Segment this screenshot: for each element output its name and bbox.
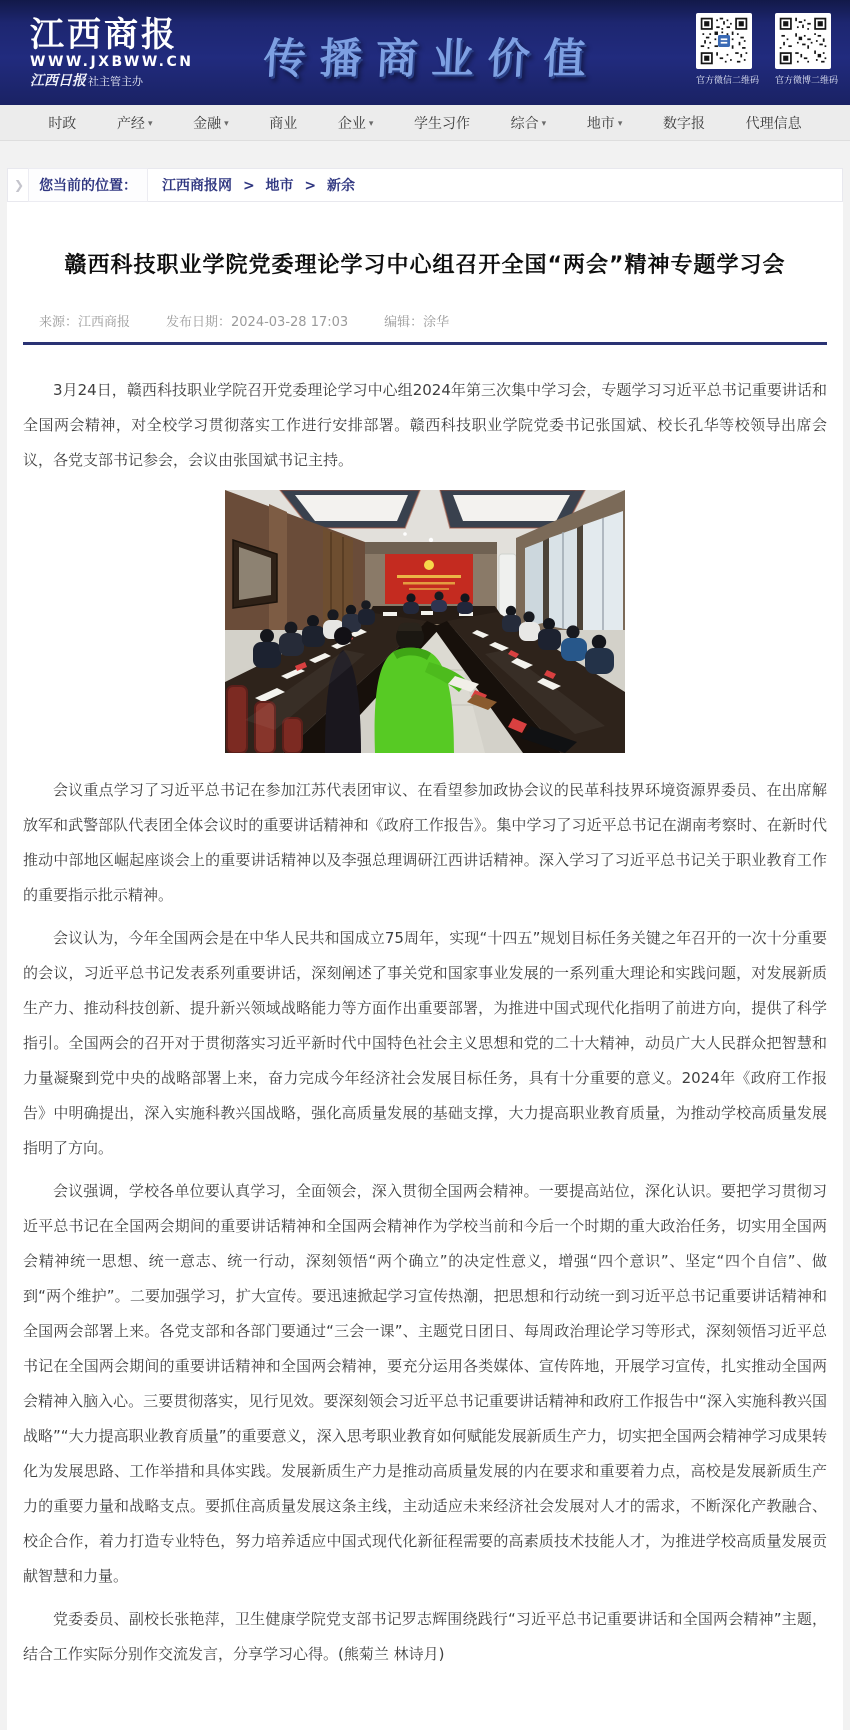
logo-title: 江西商报 [30,15,178,55]
banner-slogan: 传播商业价值 [262,34,601,83]
nav-item-dailixinxi[interactable]: 代理信息 [745,115,802,132]
logo-url: WWW.JXBWW.CN [30,54,194,71]
main-content [7,168,843,1730]
breadcrumb [7,168,843,202]
logo-subtitle-script: 江西日报 [30,72,86,89]
meta-source: 来源：江西商报 [39,315,131,330]
logo-subtitle-rest: 社主管主办 [88,74,143,88]
breadcrumb-marker-icon: ❯ [14,178,25,192]
paragraph: 会议认为，今年全国两会是在中华人民共和国成立75周年，实现“十四五”规划目标任务关键之年召开的一次十分重要的会议，习近平总书记发表系列重要讲话，深刻阐述了事关党和国家事业发展的一系列重大理论和实践问题，对发展新质生产力、推动科技创新、提升新兴领域战略能力等方面作出重要部署，为推进中国式现代化指明了前进方向，提供了科学指引。全国两会的召开对于贯彻落实习近平新时代中国特色社会主义思想和党的二十大精神，动员广大人民群众把智慧和力量凝聚到党中央的战略部署上来，奋力完成今年经济社会发展目标任务，具有十分重要的意义。2024年《政府工作报告》中明确提出，深入实施科教兴国战略，强化高质量发展的基础支撑，大力提高职业教育质量，为推动学校高质量发展指明了方向。 [23,929,827,1157]
chevron-down-icon [618,119,623,129]
logo-subtitle [30,74,193,89]
breadcrumb-separator: > [304,178,317,194]
article-body [23,373,827,1672]
title-divider [23,342,827,345]
breadcrumb-links [162,175,355,195]
breadcrumb-separator: > [242,178,255,194]
nav-item-zonghe[interactable]: 综合 ▾ [511,113,547,133]
paragraph: 会议强调，学校各单位要认真学习，全面领会，深入贯彻全国两会精神。一要提高站位，深化认识。要把学习贯彻习近平总书记在全国两会期间的重要讲话精神和全国两会精神作为学校当前和今后一个时期的重大政治任务，切实用全国两会精神统一思想、统一意志、统一行动，深刻领悟“两个确立”的决定性意义，增强“四个意识”、坚定“四个自信”、做到“两个维护”。二要加强学习，扩大宣传。要迅速掀起学习宣传热潮，把思想和行动统一到习近平总书记重要讲话精神和全国两会部署上来。各党支部和各部门要通过“三会一课”、主题党日团日、每周政治理论学习等形式，深刻领悟习近平总书记在全国两会期间的重要讲话精神和全国两会精神，要充分运用各类媒体、宣传阵地，开展学习宣传，扎实推动全国两会精神入脑入心。三要贯彻落实，见行见效。要深刻领会习近平总书记重要讲话精神和政府工作报告中“深入实施科教兴国战略”“大力提高职业教育质量”的重要意义，深入思考职业教育如何赋能发展新质生产力，切实把全国两会精神学习成果转化为发展思路、工作举措和具体实践。发展新质生产力是推动高质量发展的内在要求和重要着力点，高校是发展新质生产力的重要力量和战略支点。要抓住高质量发展这条主线，主动适应未来经济社会发展对人才的需求，不断深化产教融合、校企合作，着力打造专业特色，努力培养适应中国式现代化新征程需要的高素质技术技能人才，为推进学校高质量发展贡献智慧和力量。 [23,1182,827,1585]
weibo-qr-icon [775,13,831,69]
meeting-room-photo-illustration [225,490,625,753]
weibo-qr-label: 官方微博二维码 [774,76,838,86]
chevron-down-icon [542,119,547,129]
chevron-down-icon [369,119,374,129]
nav-item-qiye[interactable]: 企业 ▾ [338,113,374,133]
breadcrumb-link-city[interactable]: 新余 [327,178,356,194]
wechat-qr-icon [696,13,752,69]
article-photo [23,490,827,757]
meta-editor: 编辑：涂华 [384,315,450,330]
nav-item-dishi[interactable]: 地市 ▾ [587,113,623,133]
breadcrumb-label: 您当前的位置： [28,168,148,202]
site-header [0,0,850,105]
article [7,248,843,1672]
wechat-qr-label: 官方微信二维码 [695,76,759,86]
paragraph: 党委委员、副校长张艳萍，卫生健康学院党支部书记罗志辉围绕践行“习近平总书记重要讲话和全国两会精神”主题，结合工作实际分别作交流发言，分享学习心得。(熊菊兰 林诗月) [23,1610,827,1663]
nav-item-jinrong[interactable]: 金融 ▾ [193,113,229,133]
weibo-qr [775,13,838,86]
nav-item-shuzibao[interactable]: 数字报 [662,115,705,132]
article-title: 赣西科技职业学院党委理论学习中心组召开全国“两会”精神专题学习会 [64,253,786,278]
breadcrumb-link-section[interactable]: 地市 [265,178,294,194]
paragraph: 3月24日，赣西科技职业学院召开党委理论学习中心组2024年第三次集中学习会，专题学习习近平总书记重要讲话和全国两会精神，对全校学习贯彻落实工作进行安排部署。赣西科技职业学院党委书记张国斌、校长孔华等校领导出席会议，各党支部书记参会，会议由张国斌书记主持。 [23,381,827,469]
paragraph: 会议重点学习了习近平总书记在参加江苏代表团审议、在看望参加政协会议的民革科技界环境资源界委员、在出席解放军和武警部队代表团全体会议时的重要讲话精神和《政府工作报告》。集中学习了习近平总书记在湖南考察时、在新时代推动中部地区崛起座谈会上的重要讲话精神以及李强总理调研江西讲话精神。深入学习了习近平总书记关于职业教育工作的重要指示批示精神。 [23,781,827,904]
article-meta [23,311,827,330]
nav-item-chanjing[interactable]: 产经 ▾ [117,113,153,133]
site-logo[interactable] [30,17,193,89]
nav-item-shizheng[interactable]: 时政 [48,115,77,132]
wechat-qr [696,13,759,86]
nav-item-xueshengxizuo[interactable]: 学生习作 [414,115,471,132]
nav-item-shangye[interactable]: 商业 [269,115,298,132]
main-nav [0,105,850,141]
qr-codes [696,13,838,86]
breadcrumb-link-site[interactable]: 江西商报网 [162,178,233,194]
meta-date: 发布日期：2024-03-28 17:03 [166,315,349,330]
chevron-down-icon [224,119,229,129]
chevron-down-icon [148,119,153,129]
